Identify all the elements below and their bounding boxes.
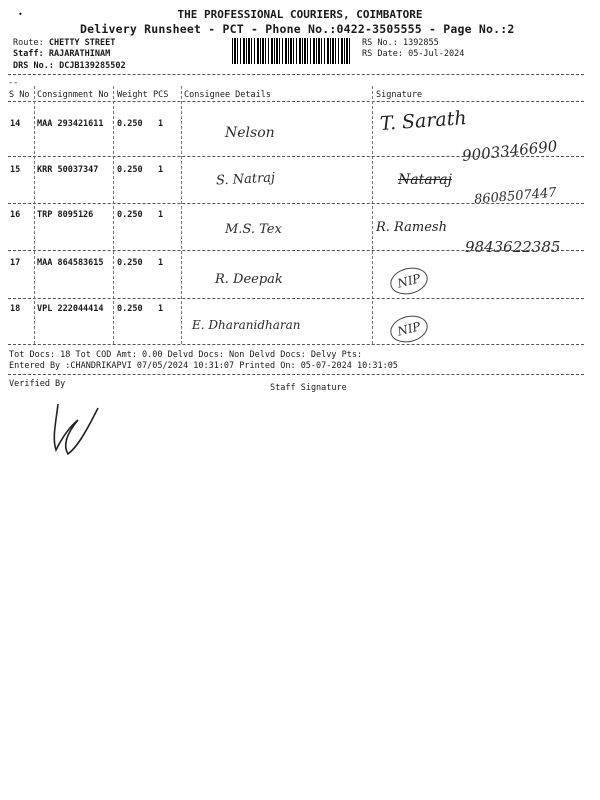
verified-by-label: Verified By xyxy=(9,379,66,389)
verifier-signature-mark xyxy=(38,398,108,460)
row-consignee: M.S. Tex xyxy=(225,222,282,237)
row-sno: 15 xyxy=(10,165,21,175)
row-pcs: 1 xyxy=(158,304,164,314)
staff-row xyxy=(13,49,110,59)
row-signature: T. Sarath xyxy=(379,107,468,135)
staff-value: RAJARATHINAM xyxy=(48,49,111,59)
column-header-rule xyxy=(8,101,584,102)
col-divider xyxy=(34,86,35,344)
col-divider xyxy=(113,86,114,344)
col-header-pcs: PCS xyxy=(153,90,169,100)
row-separator xyxy=(8,203,584,204)
row-pcs: 1 xyxy=(158,119,164,129)
col-divider xyxy=(181,86,182,344)
drs-label: DRS No.: xyxy=(13,61,54,71)
staff-signature-label: Staff Signature xyxy=(270,383,347,393)
row-consignment: VPL 222044414 xyxy=(37,304,104,314)
runsheet-subtitle: Delivery Runsheet - PCT - Phone No.:0422-3505555 - Page No.:2 xyxy=(80,22,515,36)
row-consignment: KRR 50037347 xyxy=(37,165,99,175)
col-header-consignee: Consignee Details xyxy=(184,90,271,100)
row-separator xyxy=(8,250,584,251)
row-sno: 16 xyxy=(10,210,21,220)
row-weight: 0.250 xyxy=(117,119,143,129)
row-signature: R. Ramesh xyxy=(376,220,447,235)
row-sno: 17 xyxy=(10,258,21,268)
row-weight: 0.250 xyxy=(117,258,143,268)
col-header-consignment: Consignment No xyxy=(37,90,109,100)
row-pcs: 1 xyxy=(158,210,164,220)
nip-stamp: NIP xyxy=(387,264,430,298)
rs-no-value: 1392855 xyxy=(402,38,439,48)
col-header-signature: Signature xyxy=(376,90,423,100)
col-header-sno: S No xyxy=(9,90,30,100)
totals-line: Tot Docs: 18 Tot COD Amt: 0.00 Delvd Docs: Non Delvd Docs: Delvy Pts: xyxy=(9,350,363,360)
row-weight: 0.250 xyxy=(117,165,143,175)
route-value: CHETTY STREET xyxy=(48,38,116,48)
row-consignee: R. Deepak xyxy=(215,272,283,287)
rs-date-value: 05-Jul-2024 xyxy=(408,49,465,59)
header-top-rule xyxy=(8,74,584,75)
row-signature: Nataraj xyxy=(398,172,452,188)
col-header-weight: Weight xyxy=(117,90,148,100)
rs-no-label: RS No.: xyxy=(362,38,398,48)
table-bottom-rule xyxy=(8,344,584,345)
rule-marks: -- xyxy=(8,78,19,88)
row-pcs: 1 xyxy=(158,258,164,268)
row-consignee: S. Natraj xyxy=(215,170,276,189)
row-consignment: MAA 864583615 xyxy=(37,258,104,268)
entered-by-line: Entered By :CHANDRIKAPVI 07/05/2024 10:31:07 Printed On: 05-07-2024 10:31:05 xyxy=(9,361,398,371)
row-phone: 8608507447 xyxy=(473,185,558,208)
row-sno: 18 xyxy=(10,304,21,314)
row-pcs: 1 xyxy=(158,165,164,175)
row-phone: 9003346690 xyxy=(461,137,559,165)
staff-label: Staff: xyxy=(13,49,44,59)
rs-date-label: RS Date: xyxy=(362,49,403,59)
footer-rule xyxy=(8,374,584,375)
drs-row xyxy=(13,61,126,71)
row-sno: 14 xyxy=(10,119,21,129)
row-separator xyxy=(8,298,584,299)
rs-date-row xyxy=(362,49,464,59)
row-consignment: MAA 293421611 xyxy=(37,119,104,129)
barcode-image xyxy=(232,38,352,64)
company-name: THE PROFESSIONAL COURIERS, COIMBATORE xyxy=(177,8,423,21)
route-label: Route: xyxy=(13,38,44,48)
row-weight: 0.250 xyxy=(117,304,143,314)
row-consignee: E. Dharanidharan xyxy=(192,318,301,332)
row-phone: 9843622385 xyxy=(465,238,561,256)
route-row xyxy=(13,38,115,48)
rs-no-row xyxy=(362,38,439,48)
drs-value: DCJB139285502 xyxy=(59,61,126,71)
col-divider xyxy=(372,86,373,344)
row-consignment: TRP 8095126 xyxy=(37,210,94,220)
nip-stamp: NIP xyxy=(387,312,430,346)
row-consignee: Nelson xyxy=(225,125,275,141)
corner-mark: • xyxy=(18,10,23,19)
row-separator xyxy=(8,156,584,157)
row-weight: 0.250 xyxy=(117,210,143,220)
